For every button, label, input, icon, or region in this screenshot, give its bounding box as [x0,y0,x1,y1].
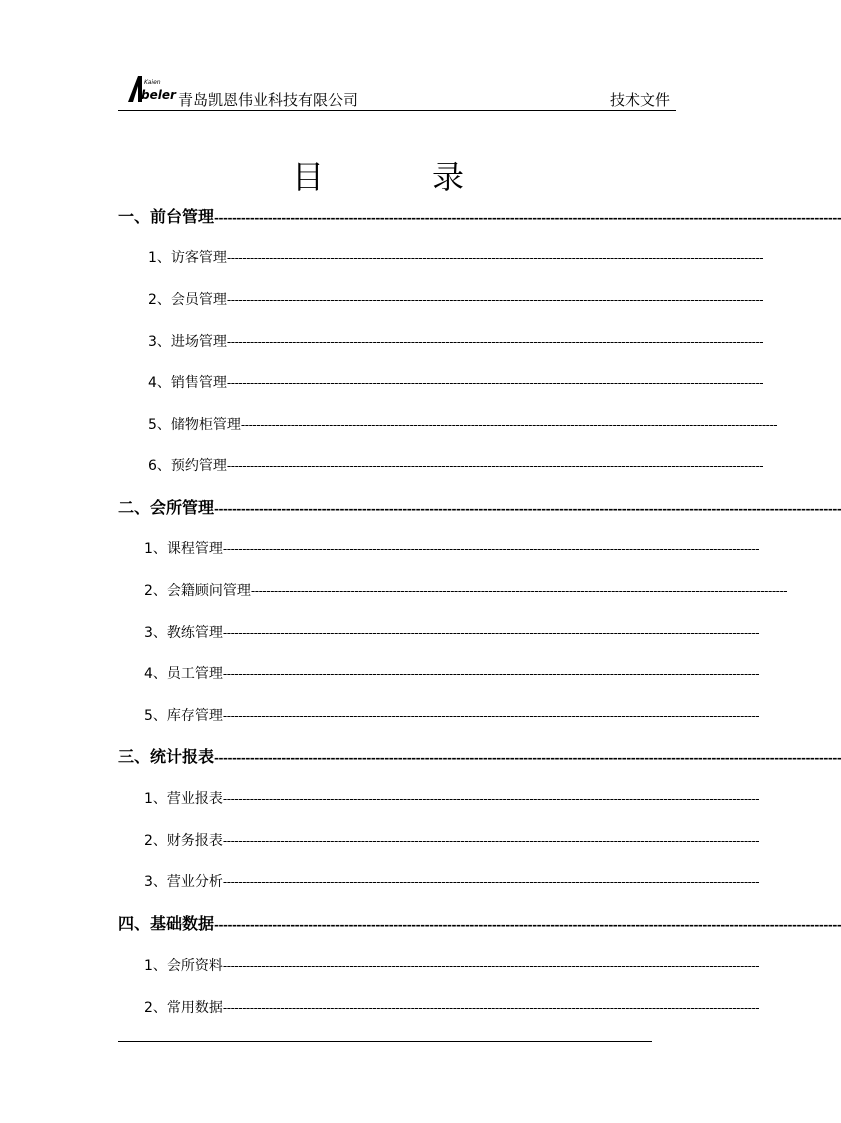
toc-item[interactable] [144,537,760,561]
toc-item[interactable] [144,870,760,894]
toc-number: 四、 [118,914,151,933]
toc-item[interactable] [148,413,778,437]
toc-number: 1、 [148,250,171,266]
toc-section-1[interactable] [118,205,841,229]
toc-label: 访客管理 [170,250,227,266]
toc-section-3[interactable] [118,745,841,769]
toc-leader: -------------------------------------------------------------------------------------------------------------------------------------------- [214,502,841,516]
toc-item[interactable] [144,621,760,645]
toc-item[interactable] [144,704,760,728]
toc-number: 4、 [144,666,167,682]
toc-item[interactable] [144,662,760,686]
toc-label: 库存管理 [166,708,223,724]
toc-number: 1、 [144,958,167,974]
toc-item[interactable] [148,330,764,354]
toc-number: 3、 [144,874,167,890]
toc-number: 3、 [148,334,171,350]
toc-label: 员工管理 [166,666,223,682]
document-type: 技术文件 [609,91,670,109]
toc-item[interactable] [144,996,760,1020]
toc-item[interactable] [144,829,760,853]
toc-label: 营业分析 [166,874,223,890]
toc-number: 2、 [144,833,167,849]
toc-number: 一、 [118,207,151,226]
toc-leader: -------------------------------------------------------------------------------------------------------------------------------------------- [222,792,760,806]
toc-leader: -------------------------------------------------------------------------------------------------------------------------------------------- [214,211,841,225]
toc-number: 2、 [148,292,171,308]
toc-leader: -------------------------------------------------------------------------------------------------------------------------------------------- [226,251,764,265]
toc-number: 5、 [144,708,167,724]
toc-section-2[interactable] [118,496,841,520]
toc-item[interactable] [148,454,764,478]
toc-label: 会员管理 [170,292,227,308]
toc-item[interactable] [144,787,760,811]
toc-leader: -------------------------------------------------------------------------------------------------------------------------------------------- [222,1001,760,1015]
toc-leader: -------------------------------------------------------------------------------------------------------------------------------------------- [240,418,778,432]
toc-item[interactable] [148,288,764,312]
toc-number: 4、 [148,375,171,391]
logo-small-text: Kaien [144,79,161,86]
toc-label: 会所资料 [166,958,223,974]
toc-label: 常用数据 [166,1000,223,1016]
toc-number: 1、 [144,541,167,557]
toc-label: 前台管理 [150,207,215,226]
toc-number: 2、 [144,583,167,599]
toc-leader: -------------------------------------------------------------------------------------------------------------------------------------------- [226,293,764,307]
toc-leader: -------------------------------------------------------------------------------------------------------------------------------------------- [250,584,788,598]
toc-leader: -------------------------------------------------------------------------------------------------------------------------------------------- [214,751,841,765]
company-name: 青岛凯恩伟业科技有限公司 [178,91,359,109]
toc-label: 财务报表 [166,833,223,849]
toc-label: 销售管理 [170,375,227,391]
toc-label: 会所管理 [150,498,215,517]
toc-item[interactable] [144,954,760,978]
page-title [0,152,794,204]
toc-leader: -------------------------------------------------------------------------------------------------------------------------------------------- [222,626,760,640]
toc-item[interactable] [144,579,788,603]
toc-leader: -------------------------------------------------------------------------------------------------------------------------------------------- [222,959,760,973]
toc-number: 2、 [144,1000,167,1016]
toc-label: 进场管理 [170,334,227,350]
toc-leader: -------------------------------------------------------------------------------------------------------------------------------------------- [222,709,760,723]
toc-leader: -------------------------------------------------------------------------------------------------------------------------------------------- [222,875,760,889]
toc-number: 3、 [144,625,167,641]
title-char-1: 目 [292,158,325,196]
toc-number: 二、 [118,498,151,517]
toc-number: 1、 [144,791,167,807]
toc-item[interactable] [148,246,764,270]
toc-label: 营业报表 [166,791,223,807]
toc-number: 5、 [148,417,171,433]
logo-text: beler [141,88,176,102]
toc-leader: -------------------------------------------------------------------------------------------------------------------------------------------- [222,542,760,556]
footer-divider [118,1041,652,1042]
toc-item[interactable] [148,371,764,395]
page-header [118,70,676,111]
toc-number: 6、 [148,458,171,474]
toc-leader: -------------------------------------------------------------------------------------------------------------------------------------------- [226,459,764,473]
toc-number: 三、 [118,747,151,766]
toc-leader: -------------------------------------------------------------------------------------------------------------------------------------------- [222,667,760,681]
toc-leader: -------------------------------------------------------------------------------------------------------------------------------------------- [226,335,764,349]
toc-leader: -------------------------------------------------------------------------------------------------------------------------------------------- [226,376,764,390]
toc-label: 会籍顾问管理 [166,583,251,599]
title-char-2: 录 [432,158,465,196]
toc-label: 基础数据 [150,914,215,933]
toc-label: 储物柜管理 [170,417,241,433]
toc-label: 教练管理 [166,625,223,641]
company-logo [126,72,178,106]
toc-leader: -------------------------------------------------------------------------------------------------------------------------------------------- [222,834,760,848]
toc-label: 预约管理 [170,458,227,474]
toc-leader: -------------------------------------------------------------------------------------------------------------------------------------------- [214,918,841,932]
toc-label: 统计报表 [150,747,215,766]
toc-label: 课程管理 [166,541,223,557]
toc-section-4[interactable] [118,912,841,936]
